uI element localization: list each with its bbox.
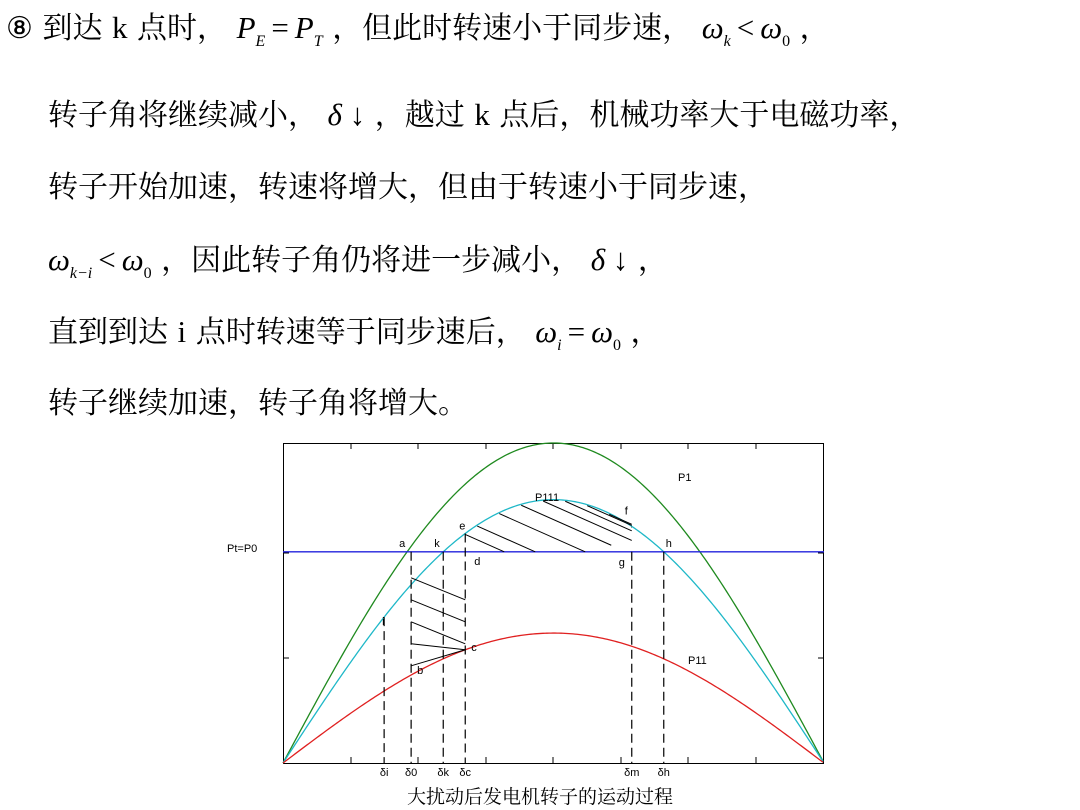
point-label-g: g (618, 556, 625, 569)
angle-label-5: δh (657, 767, 670, 779)
hatch-upper (499, 514, 585, 552)
power-angle-chart (283, 443, 825, 779)
formula-pe-equals-pt: PE = PT (236, 10, 323, 50)
curve-p111 (283, 500, 823, 763)
point-label-b: b (417, 665, 424, 678)
formula-wk-lt-w0: ωk < ω0 (701, 10, 791, 50)
series-label-p11: P11 (688, 655, 707, 667)
angle-label-4: δm (624, 767, 640, 779)
point-label-a: a (399, 537, 406, 550)
text-line-6: 转子继续加速，转子角将增大。 (48, 386, 468, 421)
pt-p0-label: Pt=P0 (227, 543, 258, 555)
hatch-upper (565, 501, 632, 531)
text-line-4: ωk−i < ω0 ，因此转子角仍将进一步减小， δ ↓ ， (48, 240, 668, 294)
formula-wki-lt-w0: ωk−i < ω0 (48, 242, 152, 282)
angle-label-0: δi (379, 767, 389, 779)
hatch-upper (465, 534, 504, 551)
hatch-lower (411, 644, 465, 650)
circled-8-marker: ⑧ (6, 11, 33, 46)
point-label-h: h (665, 537, 672, 550)
hatch-lower (411, 622, 465, 644)
text-line-5: 直到到达 i 点时转速等于同步速后， ωi = ω0 ， (48, 312, 661, 366)
text-line-1: ⑧ 到达 k 点时， PE = PT ，但此时转速小于同步速， ωk < ω0 ， (6, 8, 830, 62)
curve-p1 (283, 443, 823, 763)
hatch-lower (411, 600, 465, 622)
formula-delta-down: δ ↓ (327, 97, 366, 132)
point-label-i: i (382, 616, 385, 629)
angle-label-1: δ0 (405, 767, 418, 779)
hatch-lower (411, 578, 465, 600)
series-label-p111: P111 (535, 492, 560, 504)
point-label-e: e (459, 520, 466, 533)
formula-delta-down-2: δ ↓ (590, 242, 629, 277)
angle-label-3: δc (459, 767, 472, 779)
point-label-k: k (434, 537, 440, 550)
text-line-2: 转子角将继续减小， δ ↓ ，越过 k 点后，机械功率大于电磁功率， (48, 97, 920, 133)
point-label-f: f (624, 505, 628, 518)
point-label-d: d (474, 555, 481, 568)
angle-label-2: δk (437, 767, 450, 779)
point-label-c: c (471, 641, 477, 654)
formula-wi-eq-w0: ωi = ω0 (535, 314, 621, 354)
text-line-3: 转子开始加速，转速将增大，但由于转速小于同步速， (48, 170, 768, 205)
hatch-lower (411, 650, 465, 666)
series-label-p1: P1 (678, 472, 692, 484)
curve-p11 (283, 633, 823, 763)
hatch-upper (477, 526, 535, 552)
figure-caption: 大扰动后发电机转子的运动过程 (406, 786, 673, 808)
